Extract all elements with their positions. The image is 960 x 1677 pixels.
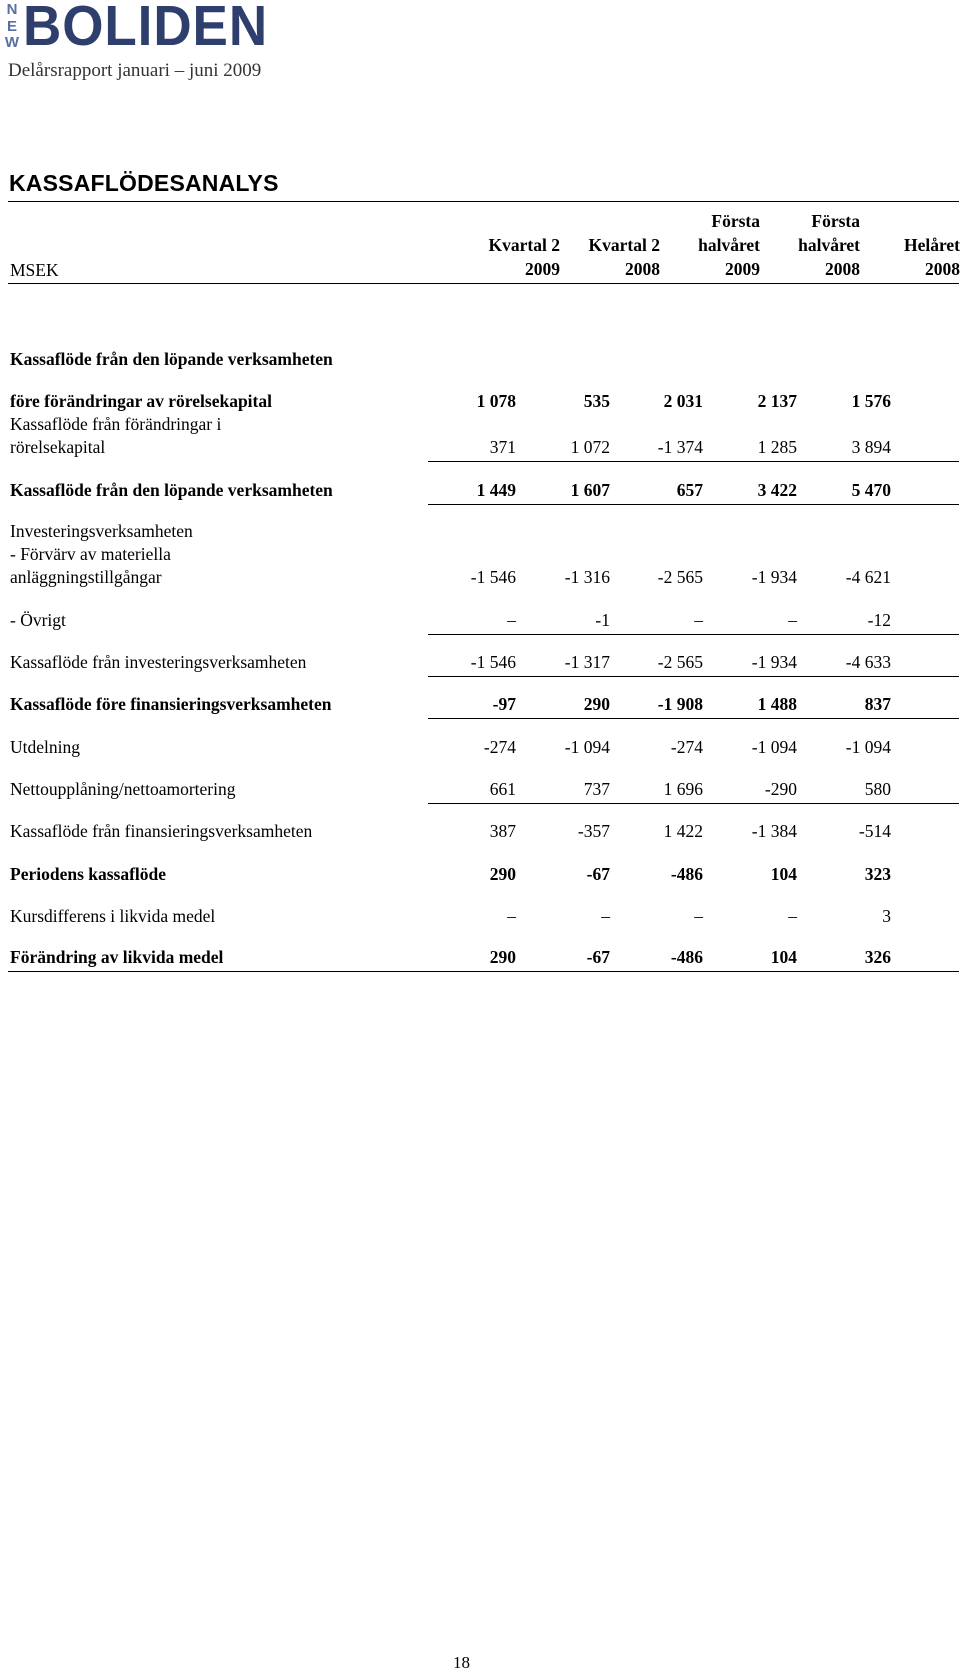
- section-title: KASSAFLÖDESANALYS: [9, 170, 279, 196]
- row-label: - Övrigt: [10, 610, 66, 630]
- row-value: -1: [595, 610, 610, 630]
- row-value: -290: [764, 779, 797, 799]
- column-header-line: Kvartal 2: [488, 235, 560, 255]
- row-value: –: [788, 906, 797, 926]
- header-rule: [8, 201, 959, 202]
- row-label: före förändringar av rörelsekapital: [10, 391, 272, 411]
- row-value: -1 316: [564, 567, 610, 587]
- row-value: -67: [586, 947, 610, 967]
- row-value: -1 934: [751, 652, 797, 672]
- row-value: 580: [864, 779, 891, 799]
- row-label: Kassaflöde från finansieringsverksamheten: [10, 821, 313, 841]
- row-value: 326: [864, 947, 891, 967]
- unit-label: MSEK: [10, 260, 59, 280]
- row-value: 2 137: [757, 391, 797, 411]
- table-header: [8, 203, 959, 284]
- row-value: –: [601, 906, 610, 926]
- row-value: –: [507, 906, 516, 926]
- column-header-line: Första: [711, 211, 760, 231]
- row-value: –: [507, 610, 516, 630]
- row-underline: [428, 718, 959, 719]
- row-value: 3 422: [757, 480, 797, 500]
- row-value: -1 546: [470, 567, 516, 587]
- row-underline: [428, 461, 959, 462]
- row-label: Kassaflöde före finansieringsverksamheten: [10, 694, 332, 714]
- logo-new-letter: W: [4, 34, 20, 51]
- row-value: 387: [489, 821, 516, 841]
- row-underline: [428, 676, 959, 677]
- row-value: -1 317: [564, 652, 610, 672]
- row-value: 290: [583, 694, 610, 714]
- column-header-line: halvåret: [798, 235, 860, 255]
- row-label: Kassaflöde från förändringar i: [10, 414, 222, 434]
- page-number: 18: [453, 1653, 470, 1672]
- row-value: -2 565: [657, 567, 703, 587]
- row-value: -274: [483, 737, 516, 757]
- column-header-line: halvåret: [698, 235, 760, 255]
- row-underline: [8, 971, 959, 972]
- row-value: -12: [867, 610, 891, 630]
- row-label: - Förvärv av materiella: [10, 544, 171, 564]
- row-label: anläggningstillgångar: [10, 567, 162, 587]
- row-label: Kassaflöde från den löpande verksamheten: [10, 349, 333, 369]
- row-value: 323: [864, 864, 891, 884]
- row-value: 1 576: [851, 391, 891, 411]
- row-value: -486: [670, 947, 703, 967]
- row-value: 1 285: [757, 437, 797, 457]
- row-label: Utdelning: [10, 737, 80, 757]
- row-value: 1 488: [757, 694, 797, 714]
- column-header-line: Första: [811, 211, 860, 231]
- row-value: -2 565: [657, 652, 703, 672]
- row-value: 1 607: [570, 480, 610, 500]
- row-value: –: [788, 610, 797, 630]
- row-value: -486: [670, 864, 703, 884]
- row-value: –: [694, 906, 703, 926]
- row-value: 2 031: [663, 391, 703, 411]
- row-value: -514: [858, 821, 891, 841]
- row-value: -1 384: [751, 821, 797, 841]
- column-header-line: 2008: [625, 259, 660, 279]
- row-value: -1 934: [751, 567, 797, 587]
- row-value: 1 449: [476, 480, 516, 500]
- row-value: -97: [492, 694, 516, 714]
- row-value: –: [694, 610, 703, 630]
- row-label: Kassaflöde från den löpande verksamheten: [10, 480, 333, 500]
- row-value: -357: [577, 821, 610, 841]
- row-value: 104: [770, 947, 797, 967]
- row-value: -4 621: [845, 567, 891, 587]
- row-value: -67: [586, 864, 610, 884]
- logo-new-mark: [2, 2, 22, 50]
- cash-flow-table: [8, 203, 960, 967]
- row-value: 535: [583, 391, 610, 411]
- row-label: Kassaflöde från investeringsverksamheten: [10, 652, 307, 672]
- row-value: -4 633: [845, 652, 891, 672]
- row-underline: [428, 504, 959, 505]
- row-value: -1 094: [845, 737, 891, 757]
- column-header-line: 2009: [525, 259, 560, 279]
- row-label: Periodens kassaflöde: [10, 864, 167, 884]
- column-header-line: 2008: [825, 259, 860, 279]
- row-value: 1 078: [476, 391, 516, 411]
- row-value: 3: [882, 906, 891, 926]
- row-value: 290: [489, 947, 516, 967]
- row-underline: [428, 803, 959, 804]
- row-value: 661: [489, 779, 516, 799]
- row-value: 837: [864, 694, 891, 714]
- row-label: Kursdifferens i likvida medel: [10, 906, 216, 926]
- row-value: 657: [676, 480, 703, 500]
- row-label: rörelsekapital: [10, 437, 106, 457]
- row-value: -1 374: [657, 437, 703, 457]
- row-value: -1 546: [470, 652, 516, 672]
- column-header-line: 2008: [925, 259, 960, 279]
- report-title: Delårsrapport januari – juni 2009: [8, 60, 262, 81]
- logo-wordmark: BOLIDEN: [23, 0, 269, 58]
- row-label: Investeringsverksamheten: [10, 521, 193, 541]
- row-value: 1 422: [663, 821, 703, 841]
- row-value: 371: [489, 437, 516, 457]
- row-label: Förändring av likvida medel: [10, 947, 224, 967]
- row-value: -274: [670, 737, 703, 757]
- row-value: 104: [770, 864, 797, 884]
- row-value: 3 894: [851, 437, 891, 457]
- row-underline: [428, 634, 959, 635]
- row-value: 290: [489, 864, 516, 884]
- row-value: 1 696: [663, 779, 703, 799]
- logo-new-letter: N: [6, 1, 18, 18]
- column-header: [828, 233, 960, 281]
- row-value: 1 072: [570, 437, 610, 457]
- column-header-line: 2009: [725, 259, 760, 279]
- row-label: Nettoupplåning/nettoamortering: [10, 779, 236, 799]
- row-value: -1 094: [564, 737, 610, 757]
- logo-new-letter: E: [6, 17, 17, 35]
- column-header-line: Kvartal 2: [588, 235, 660, 255]
- row-value: -1 094: [751, 737, 797, 757]
- row-value: 737: [583, 779, 610, 799]
- row-value: -1 908: [657, 694, 703, 714]
- row-value: 5 470: [851, 480, 891, 500]
- column-header-line: Helåret: [903, 235, 960, 255]
